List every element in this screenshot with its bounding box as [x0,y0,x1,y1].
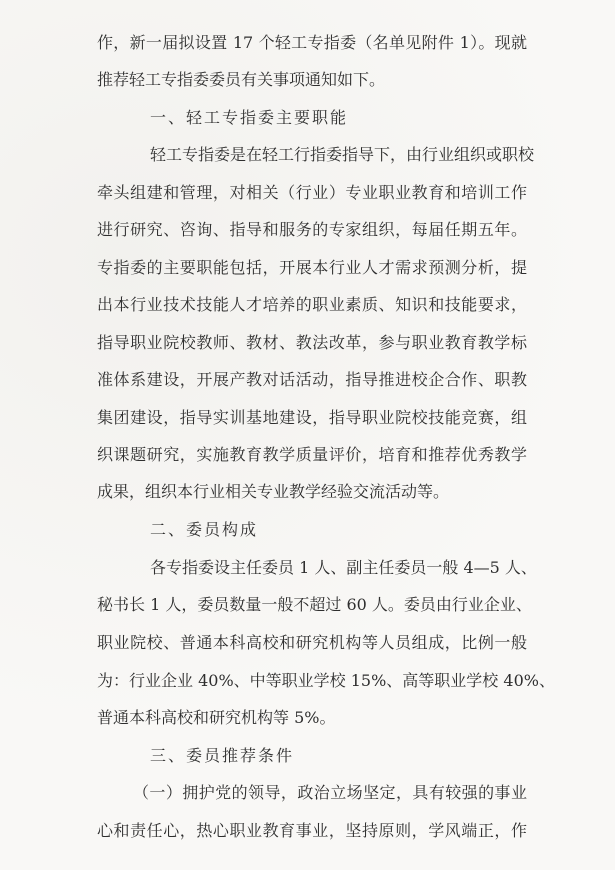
text-line: 职业院校、普通本科高校和研究机构等人员组成，比例一般 [97,633,527,652]
text-line: 准体系建设，开展产教对话活动，指导推进校企合作、职教 [97,370,527,389]
text-line: 出本行业技术技能人才培养的职业素质、知识和技能要求， [97,295,527,314]
text-line: 集团建设，指导实训基地建设，指导职业院校技能竞赛，组 [97,408,527,427]
text-line: 进行研究、咨询、指导和服务的专家组织，每届任期五年。 [97,220,527,239]
text-line: 心和责任心，热心职业教育事业，坚持原则，学风端正，作 [97,821,527,840]
text-line: 推荐轻工专指委委员有关事项通知如下。 [97,70,386,89]
text-line: 专指委的主要职能包括，开展本行业人才需求预测分析，提 [97,258,527,277]
text-line: 织课题研究，实施教育教学质量评价，培育和推荐优秀教学 [97,445,527,464]
text-line: 各专指委设主任委员 1 人、副主任委员一般 4—5 人、 [150,558,537,577]
text-line: 普通本科高校和研究机构等 5%。 [97,708,336,727]
text-line: 秘书长 1 人，委员数量一般不超过 60 人。委员由行业企业、 [97,595,532,614]
text-line: （一）拥护党的领导，政治立场坚定，具有较强的事业 [133,783,527,802]
section-heading-2: 二、委员构成 [150,520,259,539]
text-line: 成果，组织本行业相关专业教学经验交流活动等。 [97,482,450,501]
section-heading-1: 一、轻工专指委主要职能 [150,108,349,127]
text-line: 指导职业院校教师、教材、教法改革，参与职业教育教学标 [97,333,527,352]
text-line: 为：行业企业 40%、中等职业学校 15%、高等职业学校 40%、 [97,671,555,690]
section-heading-3: 三、委员推荐条件 [150,746,295,765]
text-line: 作，新一届拟设置 17 个轻工专指委（名单见附件 1）。现就 [97,33,527,52]
text-line: 轻工专指委是在轻工行指委指导下，由行业组织或职校 [150,145,535,164]
text-line: 牵头组建和管理，对相关（行业）专业职业教育和培训工作 [97,183,527,202]
